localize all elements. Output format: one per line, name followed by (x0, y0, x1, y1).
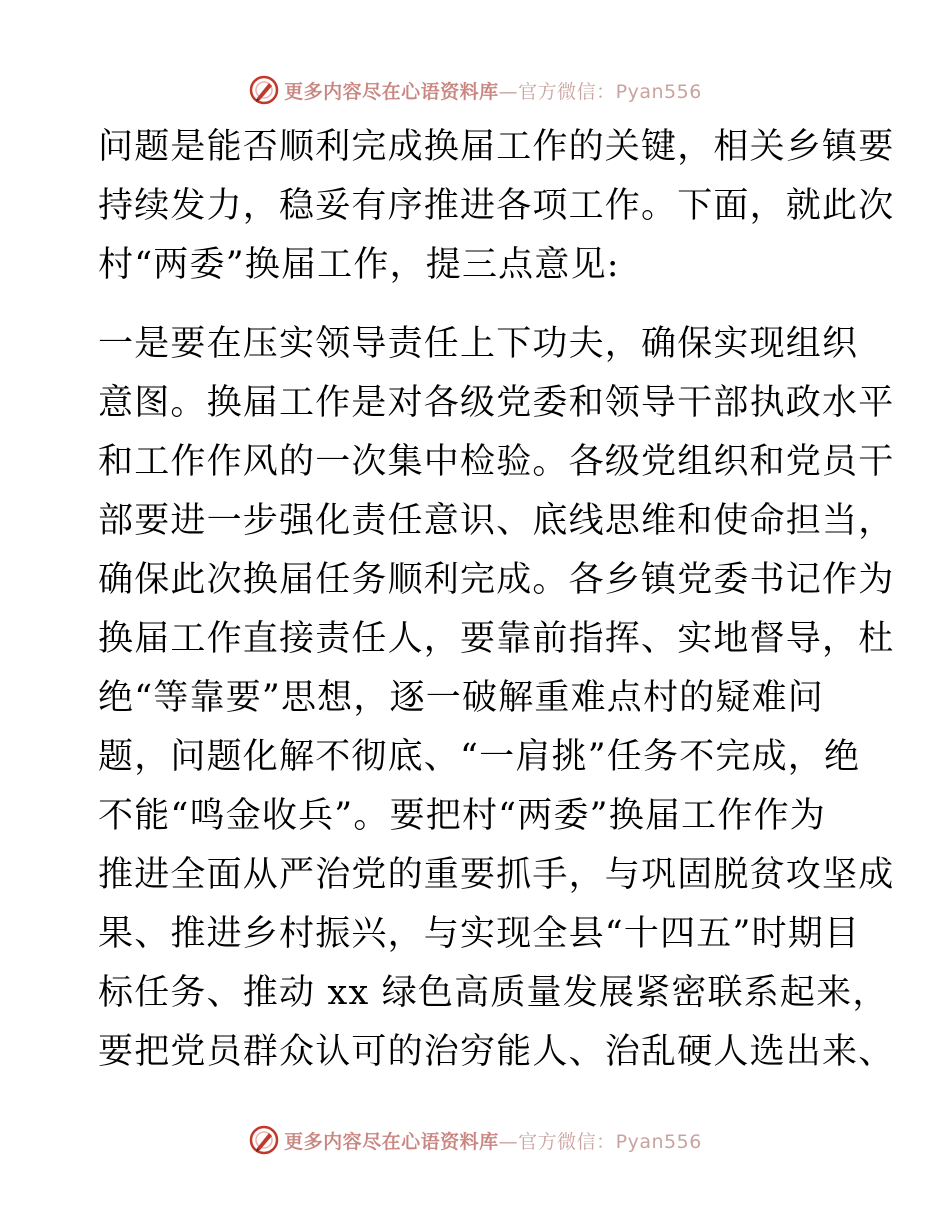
watermark-text (284, 77, 702, 104)
text-line: 绝“等靠要”思想，逐一破解重难点村的疑难问 (98, 678, 824, 718)
text-line: 确保此次换届任务顺利完成。各乡镇党委书记作为 (98, 560, 895, 600)
text-line: 不能“鸣金收兵”。要把村“两委”换届工作作为 (98, 796, 826, 836)
text-line: 要把党员群众认可的治穷能人、治乱硬人选出来、 (98, 1032, 895, 1072)
text-line: 问题是能否顺利完成换届工作的关键，相关乡镇要 (98, 127, 895, 167)
text-line: 部要进一步强化责任意识、底线思维和使命担当， (98, 501, 895, 541)
text-line: 标任务、推动 xx 绿色高质量发展紧密联系起来， (98, 973, 889, 1013)
watermark-brand: 更多内容尽在心语资料库 (284, 1130, 499, 1153)
text-line: 村“两委”换届工作，提三点意见: (98, 245, 620, 285)
text-line: 题，问题化解不彻底、“一肩挑”任务不完成，绝 (98, 737, 861, 777)
text-line: 和工作作风的一次集中检验。各级党组织和党员干 (98, 442, 895, 482)
watermark-contact: 官方微信：Pyan556 (518, 1130, 702, 1153)
text-line: 一是要在压实领导责任上下功夫，确保实现组织 (98, 324, 859, 364)
watermark-separator: — (498, 80, 519, 103)
watermark-separator: — (498, 1130, 519, 1153)
watermark-contact: 官方微信：Pyan556 (518, 80, 702, 103)
text-line: 意图。换届工作是对各级党委和领导干部执政水平 (98, 383, 895, 423)
paragraph (98, 118, 895, 295)
pen-logo-icon (248, 74, 280, 106)
watermark-brand: 更多内容尽在心语资料库 (284, 80, 499, 103)
pen-logo-icon (248, 1124, 280, 1156)
text-line: 果、推进乡村振兴，与实现全县“十四五”时期目 (98, 914, 861, 954)
document-body (98, 118, 895, 1082)
watermark-text (284, 1127, 702, 1154)
text-line: 持续发力，稳妥有序推进各项工作。下面，就此次 (98, 186, 895, 226)
text-line: 换届工作直接责任人，要靠前指挥、实地督导，杜 (98, 619, 895, 659)
header-watermark (0, 72, 950, 108)
footer-watermark (0, 1122, 950, 1158)
text-line: 推进全面从严治党的重要抓手，与巩固脱贫攻坚成 (98, 855, 895, 895)
paragraph (98, 315, 895, 1082)
